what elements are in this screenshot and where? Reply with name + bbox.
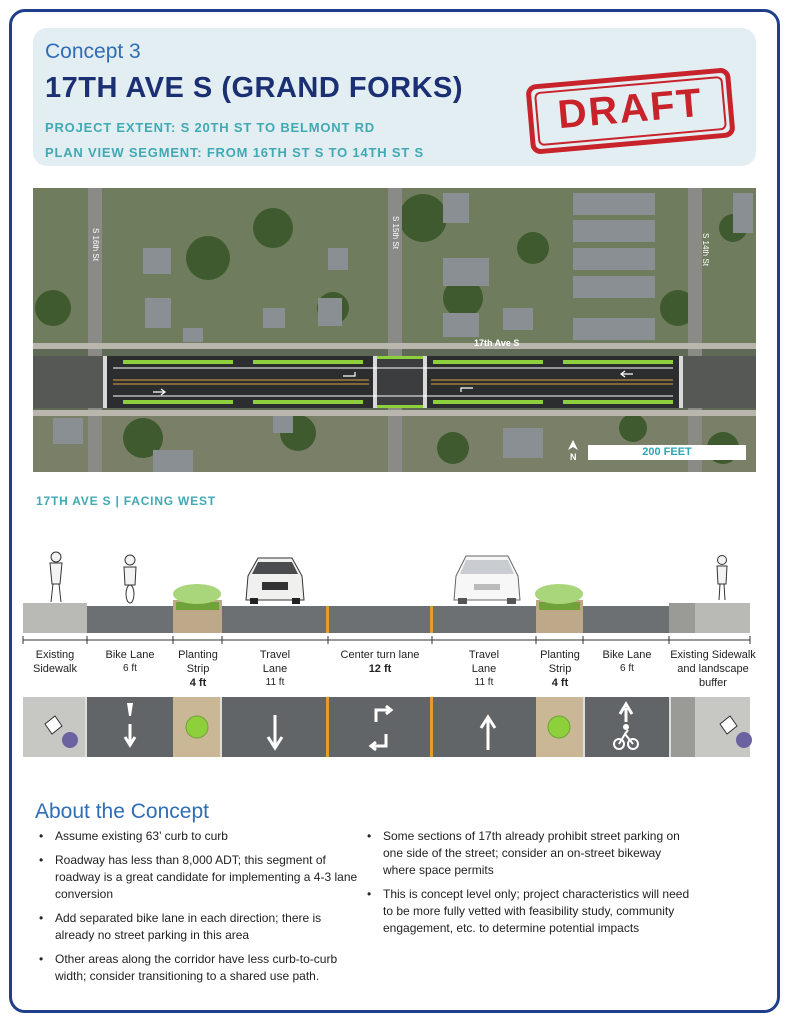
avenue-label: 17th Ave S	[474, 338, 520, 348]
segment-label	[340, 648, 420, 676]
segment-width: 6 ft	[123, 663, 137, 674]
segment-name: Center turn lane	[340, 649, 420, 661]
segment-name: Bike Lane	[602, 649, 652, 661]
tree-pit-icon	[186, 716, 208, 738]
cross-street-14th	[688, 188, 702, 472]
list-item: • Add separated bike lane in each direction; there is already no street parking in this area	[35, 910, 360, 944]
segment-name: Planting Strip	[178, 649, 218, 675]
about-list-left	[35, 828, 360, 992]
about-heading: About the Concept	[35, 800, 209, 823]
car-rear-icon	[246, 558, 304, 604]
street-label-14th: S 14th St	[701, 233, 710, 266]
segment-label	[90, 648, 170, 676]
concept-label: Concept 3	[45, 40, 141, 63]
segment-width: 11 ft	[474, 677, 494, 688]
segment-label	[17, 648, 93, 676]
segment-name: Existing Sidewalk and landscape buffer	[670, 649, 756, 689]
project-extent: PROJECT EXTENT: S 20TH ST TO BELMONT RD	[45, 120, 375, 135]
about-list-right	[363, 828, 693, 944]
pedestrian-icon	[717, 556, 727, 601]
segment-label	[247, 648, 303, 690]
aerial-plan-view	[33, 188, 756, 472]
north-label: N	[570, 452, 577, 462]
scale-bar: 200 FEET	[588, 445, 746, 460]
roadway-17th-ave	[33, 356, 756, 408]
pedestrian-icon	[50, 552, 62, 602]
list-item: • This is concept level only; project characteristics will need to be more fully vetted with feasibility study, community engagement, etc. to determine potential impacts	[363, 886, 693, 937]
segment-name: Existing Sidewalk	[32, 649, 78, 675]
section-caption: 17TH AVE S | FACING WEST	[36, 494, 216, 508]
segment-width: 4 ft	[551, 677, 569, 689]
segment-label	[587, 648, 667, 676]
shrub-icon	[173, 584, 221, 604]
segment-name: Travel Lane	[468, 649, 500, 675]
segment-name: Travel Lane	[259, 649, 291, 675]
segment-label	[663, 648, 763, 690]
segment-width: 6 ft	[620, 663, 634, 674]
plan-view-segment: PLAN VIEW SEGMENT: FROM 16TH ST S TO 14TH ST S	[45, 145, 424, 160]
shrub-icon	[535, 584, 583, 604]
list-item: • Assume existing 63’ curb to curb	[35, 828, 360, 845]
segment-name: Bike Lane	[105, 649, 155, 661]
segment-name: Planting Strip	[540, 649, 580, 675]
street-label-15th: S 15th St	[391, 216, 400, 249]
segment-width: 11 ft	[265, 677, 285, 688]
street-cross-section	[0, 520, 791, 645]
car-front-icon	[454, 556, 520, 604]
list-item: • Roadway has less than 8,000 ADT; this segment of roadway is a great candidate for implementing a 4-3 lane conversion	[35, 852, 360, 903]
street-label-16th: S 16th St	[91, 228, 100, 261]
segment-width: 4 ft	[189, 677, 207, 689]
draft-stamp-text: DRAFT	[555, 80, 705, 138]
segment-label	[170, 648, 226, 690]
tree-pit-icon	[548, 716, 570, 738]
page-title: 17TH AVE S (GRAND FORKS)	[45, 72, 464, 104]
cyclist-icon	[124, 555, 136, 603]
segment-label	[456, 648, 512, 690]
segment-width: 12 ft	[368, 663, 392, 675]
segment-label	[532, 648, 588, 690]
list-item: • Other areas along the corridor have less curb-to-curb width; consider transitioning to a shared use path.	[35, 951, 360, 985]
plan-strip	[0, 697, 791, 757]
list-item: • Some sections of 17th already prohibit street parking on one side of the street; consider an on-street bikeway where space permits	[363, 828, 693, 879]
